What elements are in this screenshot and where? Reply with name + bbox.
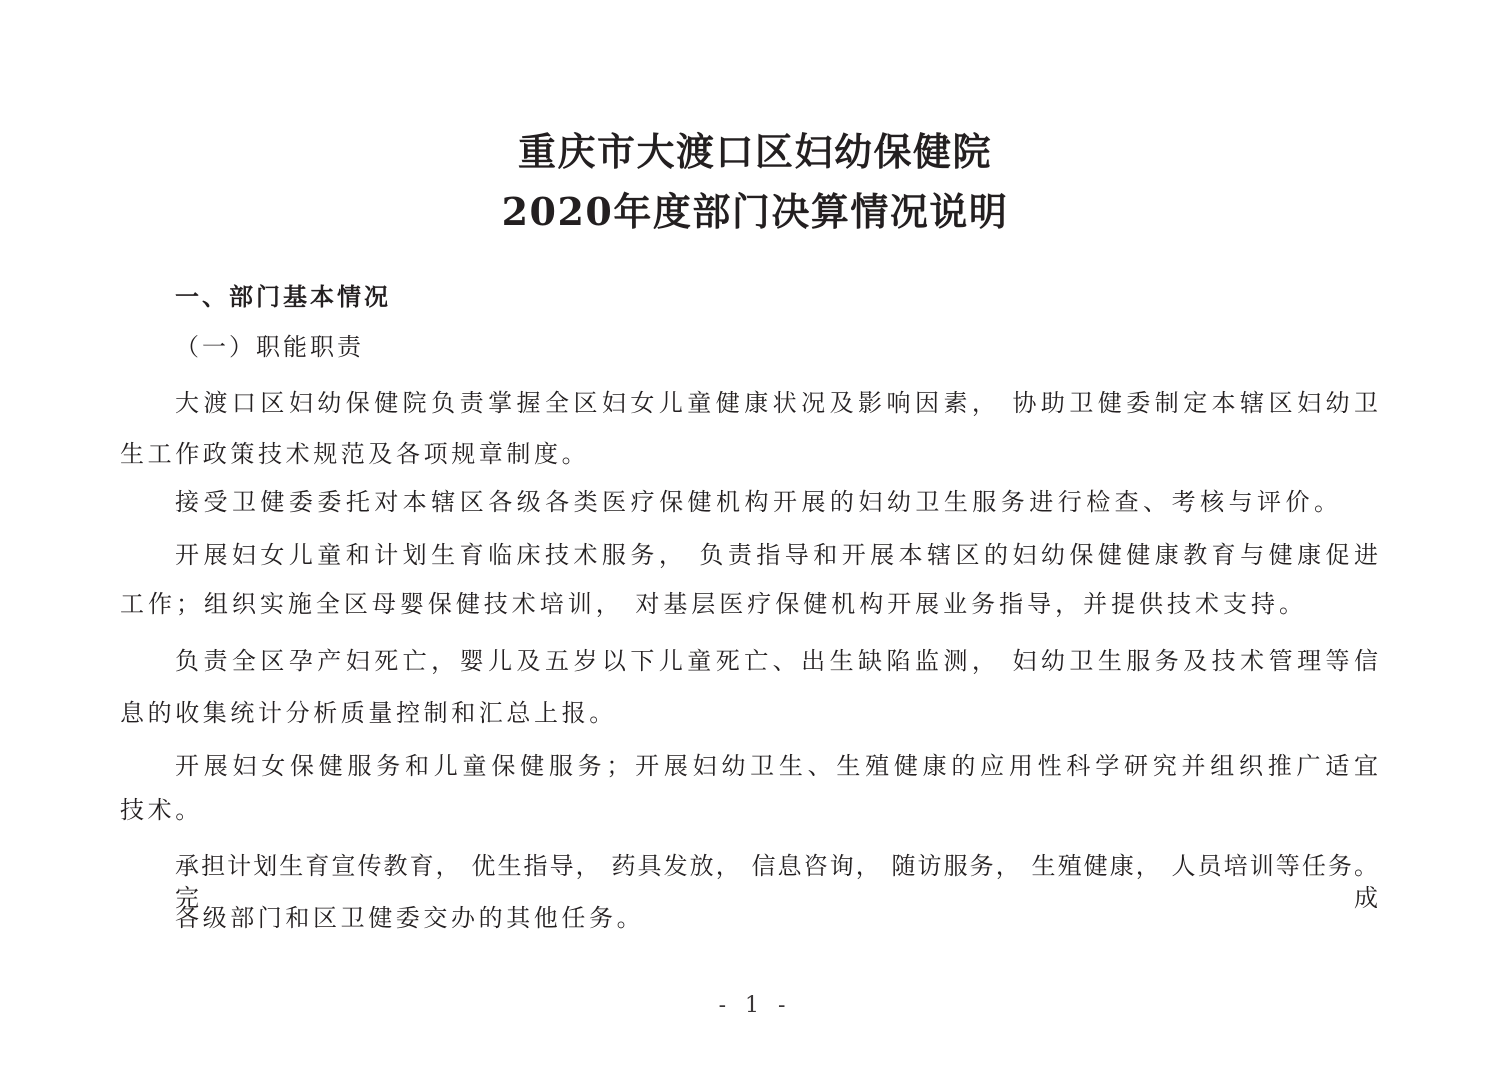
paragraph-line: 工作；组织实施全区母婴保健技术培训， 对基层医疗保健机构开展业务指导，并提供技术支持。 [120,590,1305,618]
paragraph-line: 开展妇女儿童和计划生育临床技术服务， 负责指导和开展本辖区的妇幼保健健康教育与健康促进 [175,541,1380,569]
paragraph-line: 承担计划生育宣传教育， 优生指导， 药具发放， 信息咨询， 随访服务， 生殖健康， 人员培训等任务。完 成 [175,852,1380,912]
page-number: - 1 - [718,993,792,1018]
paragraph-line: 息的收集统计分析质量控制和汇总上报。 [120,699,617,727]
subsection-heading: （一）职能职责 [175,333,364,361]
paragraph-line: 生工作政策技术规范及各项规章制度。 [120,440,590,468]
section-heading: 一、部门基本情况 [175,282,391,311]
paragraph-line: 技术。 [120,796,203,824]
paragraph-line: 负责全区孕产妇死亡，婴儿及五岁以下儿童死亡、出生缺陷监测， 妇幼卫生服务及技术管理等信 [175,647,1380,675]
page-title-line-1: 重庆市大渡口区妇幼保健院 [517,129,992,174]
page-title-line-2: 2020年度部门决算情况说明 [501,189,1009,234]
paragraph-line: 开展妇女保健服务和儿童保健服务；开展妇幼卫生、生殖健康的应用性科学研究并组织推广适宜 [175,752,1380,780]
paragraph-line: 接受卫健委委托对本辖区各级各类医疗保健机构开展的妇幼卫生服务进行检查、考核与评价。 [175,488,1340,516]
paragraph-line: 大渡口区妇幼保健院负责掌握全区妇女儿童健康状况及影响因素， 协助卫健委制定本辖区妇幼卫 [175,389,1380,417]
paragraph-line: 各级部门和区卫健委交办的其他任务。 [175,904,645,932]
